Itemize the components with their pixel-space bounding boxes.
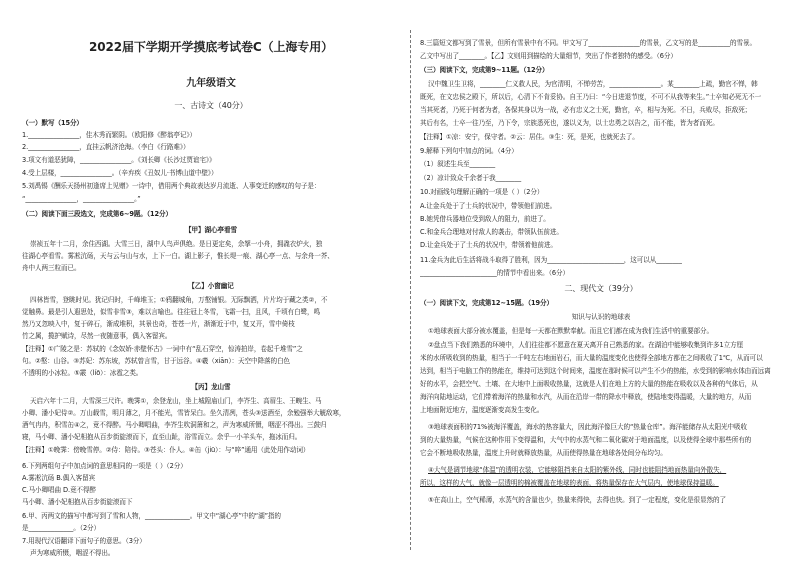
q8-right: 8.三篇短文都写到了雪景，但所有雪景中有不同。甲文写了________________的雪景，乙文写的是__________的雪景。 xyxy=(420,39,756,47)
right-column xyxy=(420,0,782,562)
column-divider xyxy=(410,30,411,550)
passage-jia-line: 舟中人两三粒而已。 xyxy=(22,264,81,272)
note-yi: 不透明的小冰粒。⑤霰（líō）：冰雹之类。 xyxy=(22,369,143,377)
q8-sentence: 声为寒威所慑，咽涩不得出。 xyxy=(30,549,115,557)
left-column xyxy=(22,0,400,562)
passage-c-line: 汉中魏卫生卫将，________仁义救人民，为官清明，不惮劳苦，________________。某________上疏，勤官不惮，韩 xyxy=(428,80,758,88)
note-c: 【注释】①凉：安宁，保守者。②云：居住。③生：死，是死，也就死去了。 xyxy=(420,133,639,141)
q10-option: A.让金兵处于了士兵的状况中，带领他们前进。 xyxy=(420,202,557,210)
q6-options: 马小卿、潘小妃相抱从百步街旋滚而下 xyxy=(22,498,133,506)
q1-5-blank: “________________，________________。” xyxy=(22,195,141,203)
essay-line-underlined: 所以，这样的大气，就像一层透明的棉被覆盖在地球的表面，将热量保存在大气层内，使地球保持温暖。 xyxy=(420,479,719,487)
q9: 9.解释下列句中加点的词。（4分） xyxy=(420,147,518,155)
exam-title: 2022届下学期开学摸底考试卷C（上海专用） xyxy=(88,40,333,54)
q7: 6.甲、丙两文的描写中都写到了雪和人物，______________。甲文中“湖心亭”中的“湖”指的 xyxy=(22,512,281,520)
passage-c-line: 其后有名，士卒一往乃至，乃下令，宗族悉死也，遂以义为，以士忠勇之以告之，而不能，皆为者而死。 xyxy=(420,119,719,127)
essay-line: 上地面附近地方，温度逐渐变高发生变化。 xyxy=(420,406,544,414)
q10-option: C.和金兵合理地对付敌人的袭击，带领队伍前进。 xyxy=(420,228,563,236)
essay-title: 知识与认识的地球表 xyxy=(571,313,631,321)
essay-line: 达到，相当于电脑工作的热能在，维持可达到这个时间来，温度在那时候可以产生不少的热能，水受到的影响水体由而远离 xyxy=(420,367,771,375)
passage-jia-line: 往湖心亭看雪。雾凇沆砀，天与云与山与水，上下一白。湖上影子，惟长堤一痕、湖心亭一点、与余舟一芥、 xyxy=(22,252,334,260)
q1-2: 2.________________，直挂云帆济沧海。（李白《行路难》） xyxy=(22,143,190,151)
q7: 是______________。（2分） xyxy=(22,524,101,532)
essay-line: 到的大量热量，气候在这种作用下变得温和，大气中的水蒸气和二氧化碳对于地面温度，以及使得全球中那些所有的 xyxy=(420,436,752,444)
q1-heading: （一）默写（15分） xyxy=(22,119,83,127)
q6-options: C.马小卿唱曲 D.竟不得醉 xyxy=(22,486,96,494)
note-yi: 【注释】①广陵之是：苏轼的《念奴娇·赤壁怀古》一词中有“乱石穿空，惊涛拍岸，卷起千堆雪”之 xyxy=(22,345,303,353)
essay-line: ⑤在高山上，空气稀薄，水蒸气的含量也少，热量来得快，去得也快。到了一定程度，变化是很显然的了 xyxy=(428,496,727,504)
q1-3: 3.项文有道恶犹障，________________。《刘长卿《长沙过贾谊宅》》 xyxy=(22,156,216,164)
passage-c-line: 既死，在文忠侯之殿下，所以后，心清下不肯妥协。自王乃曰：“今日进退节度，不可不从我等来生。”士卒知必死无不一 xyxy=(420,93,762,101)
q6: 6.下列两组句子中加点词的意思相同的一项是（ ）（2分） xyxy=(22,462,187,470)
passage-bing-line: 小卿、潘小妃侍②。万山载雪，明月薄之，月不能光，雪皆呆白。坐久清冽，苍头③送酒至，余勉强举大觥敌寒， xyxy=(22,409,346,417)
passage-jia-line: 崇祯五年十二月，余住西湖。大雪三日，湖中人鸟声俱绝。是日更定矣，余挐一小舟，拥毳衣炉火，独 xyxy=(30,240,323,248)
passage-bing-line: 酒气冉冉，积雪缶④之，竟不得醉。马小卿唱曲，李岕生吹洞箫和之，声为寒威所慑，咽涩不得出。三鼓归 xyxy=(22,421,327,429)
note-bing: 【注释】①晚霁：傍晚雪停。②侍：陪侍。③苍头：仆人。④缶（jiū）：与“啐”通用（此处用作动词） xyxy=(22,446,310,454)
q10-option: D.让金兵处于了士兵的状况中，带领着他前进。 xyxy=(420,241,557,249)
essay-line: 好的水平，会把空气、土壤、在大地中上面吸收热量，这就是人们在地上方的大量的热能在吸收以及各种的气体后，从 xyxy=(420,380,758,388)
section-two-heading: 二、现代文（39分） xyxy=(564,284,638,293)
essay-line: 它会不断地吸收热量，温度上升时就释放热量，从而使得热量在地球各处间分布均匀。 xyxy=(420,449,667,457)
q6-options: A.雾凇沆砀 B.偶入客留宾 xyxy=(22,474,96,482)
passage-bing-title: 【丙】龙山雪 xyxy=(191,383,231,391)
q10-option: B.她凭借兵器地位受到敌人的阻力，前进了。 xyxy=(420,215,550,223)
q9-2: （2）凉计致众千余者于我________ xyxy=(420,174,522,182)
q10: 10.对画线句理解正确的一项是（ ）（2分） xyxy=(420,188,544,196)
q1-5: 5.刘禹锡《酬乐天扬州初逢席上见赠》一诗中，借用两个典故表达岁月流逝、人事变迁的感叹的句子是： xyxy=(22,182,321,190)
passage-yi-line: 觉触鼻。最是引人遐思处，似雪非雪③，难以言喻也。往往冠上冬雪，飞霜一扫，且风，千顷有白鹭，鸣 xyxy=(22,308,321,316)
passage-c-line: 当其死者，乃死于何者为者，各保其身以为一战，必有忠义之士死，勤官，卒，相与为死。不日，兵败尽，拒敌死； xyxy=(420,106,752,114)
section-one-heading: 一、古诗文（40分） xyxy=(174,101,248,110)
passage-jia-title: 【甲】湖心亭看雪 xyxy=(185,226,237,234)
q3-heading: （三）阅读下文，完成第9~11题。（12分） xyxy=(420,66,549,74)
q8-right: 乙文中写出了________。【乙】文则用到描绘的大量细节，突出了作者独特的感受。（6分） xyxy=(420,52,677,60)
essay-line: ②盘点当下我们熟悉的环境中，人们往往都不愿意在夏天离开自己熟悉的家。在湖泊中能够收集到许多1立方厘 xyxy=(428,341,744,349)
essay-line: ③地球表面积的71%被海洋覆盖，海水的热容量大，因此海洋像巨大的“热量仓库”。海洋能储存从太阳光中吸收 xyxy=(428,423,748,431)
q9-1: （1）叙述生兵至________ xyxy=(420,160,496,168)
q1-4: 4.受上层楼，________________。（辛弃疾《丑奴儿·书博山道中壁》） xyxy=(22,169,218,177)
essay-line: ①地球表面大部分被水覆盖，但是每一天都在默默奉献。而且它们都在成为我们生活中的重要部分。 xyxy=(428,327,714,335)
passage-yi-line: 然乃又忽映入中，复于碎石，渐成堆积，其景也奇，苍苍一片，渐渐近于中，复又开，雪中倚枝 xyxy=(22,320,295,328)
q2-heading: （二）阅读下面三段选文，完成第6~9题。（12分） xyxy=(22,210,172,218)
passage-yi-line: 竹之属，揽护赋诗，尽然一夜随意事，偶入客留宾。 xyxy=(22,332,172,340)
q11: 11.金兵为此后生活将战斗取得了胜利，因为________________________，这可以从________ xyxy=(420,256,682,264)
note-yi: 句。②壑：山谷。③苏妃：苏东坡，苏轼曾言雪，甘于远谷。④羲（xiān）：天空中降落的白色 xyxy=(22,357,290,365)
q12-heading: （一）阅读下文，完成第12~15题。（19分） xyxy=(420,299,553,307)
essay-line: 米的水所吸收到的热量，相当于一千吨左右地面岩石，而大量的温度变化也使得全部地方都在之间吸收了1℃，从而可以 xyxy=(420,354,763,362)
passage-yi-title: 【乙】小窗幽记 xyxy=(188,282,234,290)
passage-bing-line: 天启六年十二月，大雪深三尺许。晚霁①，余登龙山，坐上城隍庙山门，李岕生、高眉生、王畹生、马 xyxy=(30,397,322,405)
q1-1: 1.________________，佳木秀而繁阴。（欧阳修《醉翁亭记》） xyxy=(22,131,197,139)
grade-title: 九年级语文 xyxy=(186,78,236,89)
essay-line: 海洋向陆地运动，它们带着海洋的热量和水汽，从而在沿岸一带的降水中释放，使陆地变得温暖，大量的地方，从而 xyxy=(420,393,752,401)
q8: 7.用现代汉语翻译下面句子的意思。（3分） xyxy=(22,537,146,545)
passage-bing-line: 寝，马小卿、潘小妃相抱从百步街旋滚而下，直至山趾，浴雪而立。余乎一小羊头车，拖冰而归。 xyxy=(22,433,302,441)
passage-yi-line: 四林皆雪，登眺时见。犹记归时，千峰堆玉；①鸦翻城角，万壑铺银。无际飘洒，片片均于藏之类②，不 xyxy=(30,296,328,304)
q11: ________________________的情节中看出来。（6分） xyxy=(420,269,569,277)
essay-line-underlined: ④大气是调节地球“体温”的透明衣装，它能够阻挡来自太阳的紫外线，同时也能阻挡地面热量向外散失， xyxy=(428,466,727,474)
